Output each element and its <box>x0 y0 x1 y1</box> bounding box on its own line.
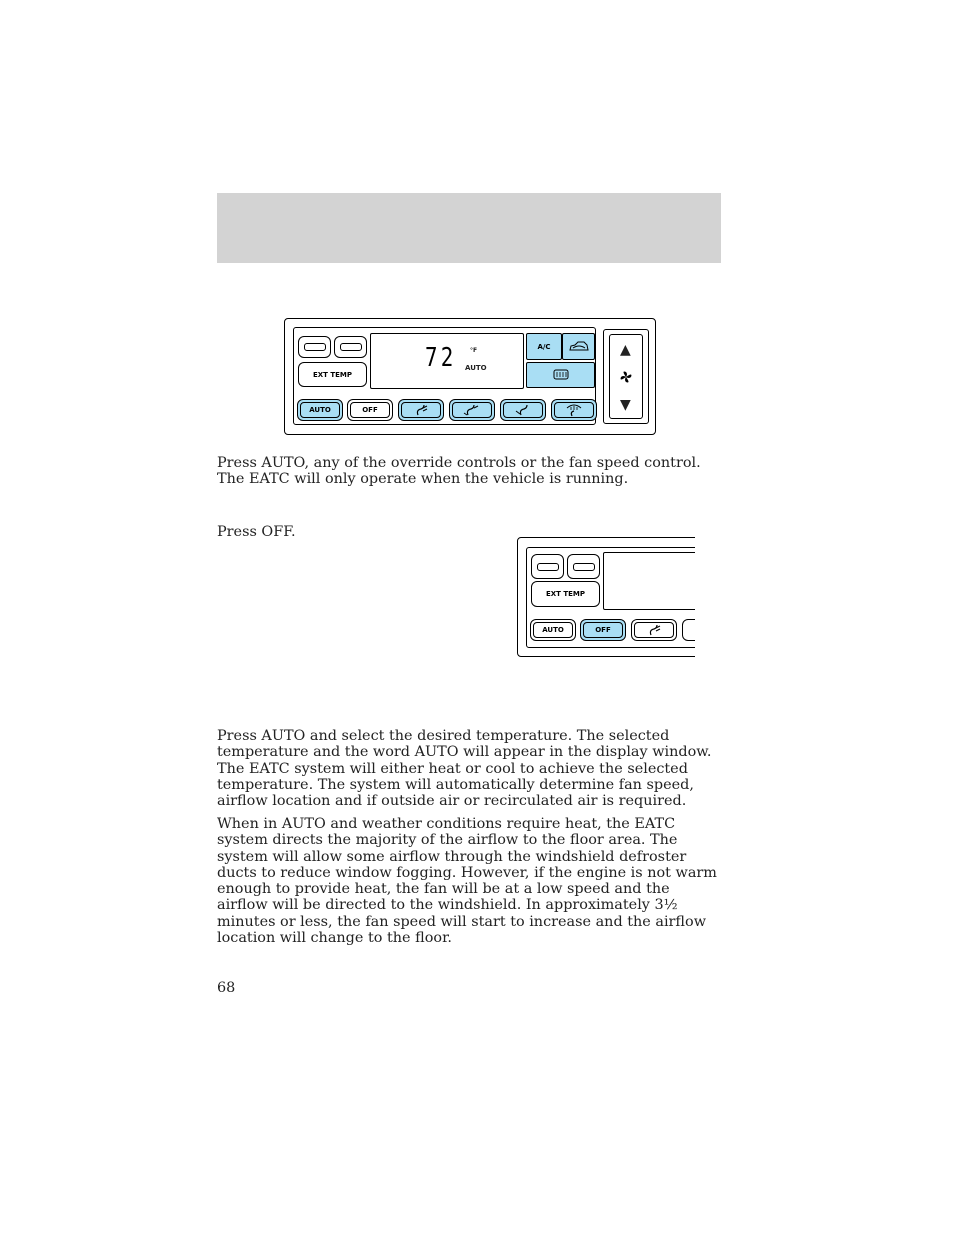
fan-speed-control <box>603 329 649 424</box>
auto-button[interactable] <box>297 399 343 421</box>
fan-icon <box>618 369 634 385</box>
recirculate-car-icon <box>568 341 590 353</box>
floor-button[interactable] <box>500 399 546 421</box>
ext-temp-label: EXT TEMP <box>545 590 586 598</box>
page-number: 68 <box>217 980 236 996</box>
section-header-band <box>217 193 721 263</box>
temp-up-button[interactable] <box>334 336 367 358</box>
eatc-control-panel <box>284 318 656 435</box>
rear-defrost-icon <box>553 369 569 381</box>
ext-temp-button[interactable] <box>531 581 600 607</box>
off-button-inset <box>350 402 390 418</box>
panel-floor-button[interactable] <box>682 619 695 641</box>
auto-label: AUTO <box>542 626 564 634</box>
rear-defrost-button[interactable] <box>526 362 595 388</box>
paragraph-auto-operation: Press AUTO, any of the override controls or the fan speed control. The EATC will only operate when the vehicle is running. <box>217 455 701 488</box>
ac-label: A/C <box>537 342 551 351</box>
floor-defrost-button[interactable] <box>551 399 597 421</box>
auto-button-inset <box>300 402 340 418</box>
off-button[interactable] <box>580 619 626 641</box>
ext-temp-label: EXT TEMP <box>312 370 353 379</box>
off-label: OFF <box>595 626 611 634</box>
temp-down-button[interactable] <box>298 336 331 358</box>
floor-icon <box>513 403 533 417</box>
paragraph-auto-heat: When in AUTO and weather conditions require heat, the EATC system directs the majority of the airflow to the floor area. The system will allow some airflow through the windshield defroster ducts to reduce window fogging. However, if the engine is not warm enough to provide heat, the fan will be at a low speed and the airflow will be directed to the windshield. In approximately 3½ minutes or less, the fan speed will start to increase and the airflow location will change to the floor. <box>217 816 717 947</box>
arrow-up-icon[interactable]: ▲ <box>620 342 631 358</box>
panel-floor-icon <box>462 403 482 417</box>
off-button-inset <box>583 622 623 638</box>
floor-defrost-inset <box>554 402 594 418</box>
display-auto-indicator: AUTO <box>465 364 487 372</box>
panel-vent-inset <box>634 622 674 638</box>
panel-vent-button[interactable] <box>398 399 444 421</box>
temperature-display-blank <box>603 552 695 610</box>
paragraph-auto-select-temperature: Press AUTO and select the desired temperature. The selected temperature and the word AUTO will appear in the display window. The EATC system will either heat or cool to achieve the selected temperature. The system will automatically determine fan speed, airflow location and if outside air or recirculated air is required. <box>217 728 712 810</box>
off-button[interactable] <box>347 399 393 421</box>
eatc-off-panel <box>517 537 695 657</box>
temp-down-button[interactable] <box>531 554 564 579</box>
paragraph-press-off: Press OFF. <box>217 524 296 540</box>
panel-vent-inset <box>401 402 441 418</box>
panel-floor-button[interactable] <box>449 399 495 421</box>
auto-button[interactable] <box>530 619 576 641</box>
display-unit: °F <box>470 347 478 354</box>
fan-speed-inner <box>609 334 643 419</box>
arrow-down-icon[interactable]: ▼ <box>620 397 631 413</box>
recirculate-button[interactable] <box>562 333 595 360</box>
ac-button[interactable] <box>526 333 562 360</box>
panel-vent-icon <box>645 623 663 637</box>
floor-inset <box>503 402 543 418</box>
off-panel-frame <box>517 537 695 657</box>
ext-temp-button[interactable] <box>298 362 367 387</box>
auto-button-inset <box>533 622 573 638</box>
floor-defrost-icon <box>564 403 584 417</box>
panel-vent-button[interactable] <box>631 619 677 641</box>
auto-label: AUTO <box>309 406 331 414</box>
temp-up-button[interactable] <box>567 554 600 579</box>
display-temperature: 72 <box>425 343 457 373</box>
panel-vent-icon <box>412 403 430 417</box>
panel-floor-inset <box>452 402 492 418</box>
temperature-display <box>370 333 524 389</box>
off-label: OFF <box>362 406 378 414</box>
